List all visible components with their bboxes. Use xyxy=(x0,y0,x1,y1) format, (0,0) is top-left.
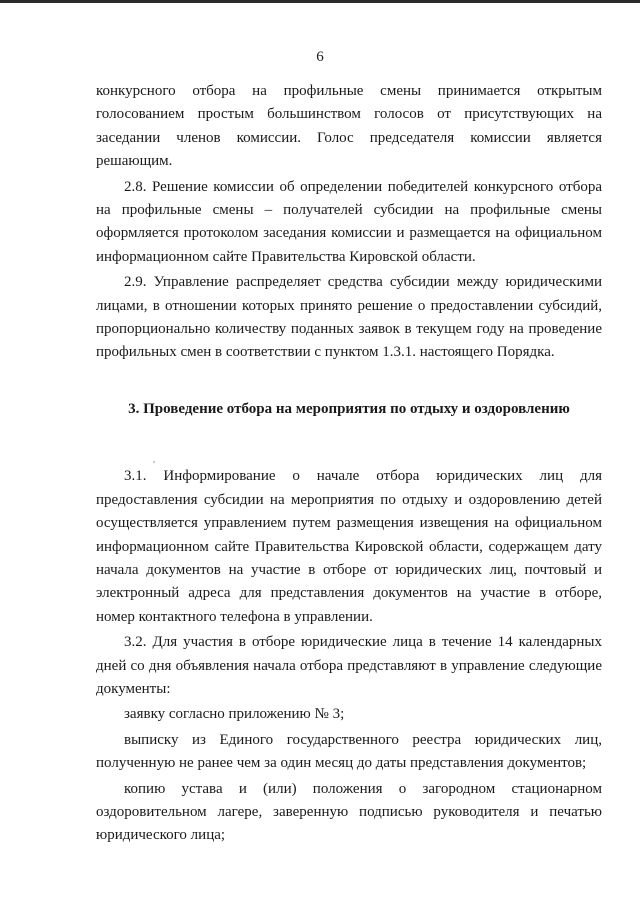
paragraph-2-9: 2.9. Управление распределяет средства субсидии между юридическими лицами, в отношении которых принято решение о предоставлении субсидий, пропорционально количеству поданных заявок в текущем году на проведение профильных смен в соответствии с пунктом 1.3.1. настоящего Порядка. xyxy=(96,274,602,361)
paragraph-3-2: 3.2. Для участия в отборе юридические лица в течение 14 календарных дней со дня объявления начала отбора представляют в управление следующие документы: xyxy=(96,634,602,697)
list-item-application: заявку согласно приложению № 3; xyxy=(124,706,345,723)
paragraph-3-1: 3.1. Информирование о начале отбора юридических лиц для предоставления субсидии на мероприятия по отдыху и оздоровлению детей осуществляется управлением путем размещения извещения на официальном информационном сайте Правительства Кировской области, содержащем дату начала документов на участие в отборе от юридических лиц, почтовый и электронный адреса для представления документов на участие в отборе, номер контактного телефона в управлении. xyxy=(96,468,602,625)
paragraph-2-8: 2.8. Решение комиссии об определении победителей конкурсного отбора на профильные смены – получателей субсидии на профильные смены оформляется протоколом заседания комиссии и размещается на официальном информационном сайте Правительства Кировской области. xyxy=(96,178,602,265)
document-body xyxy=(96,80,602,848)
section-heading: 3. Проведение отбора на мероприятия по отдыху и оздоровлению xyxy=(128,400,570,417)
page-number: 6 xyxy=(316,49,324,65)
list-item-registry-extract: выписку из Единого государственного реестра юридических лиц, полученную не ранее чем за один месяц до даты представления документов; xyxy=(96,731,602,772)
list-item-charter-copy: копию устава и (или) положения о загородном стационарном оздоровительном лагере, заверенную подписью руководителя и печатью юридического лица; xyxy=(96,780,602,844)
scan-speck xyxy=(153,461,155,463)
scan-top-edge xyxy=(0,0,640,3)
paragraph-continued: конкурсного отбора на профильные смены принимается открытым голосованием простым большинством голосов от присутствующих на заседании членов комиссии. Голос председателя комиссии является решающим. xyxy=(96,83,602,170)
